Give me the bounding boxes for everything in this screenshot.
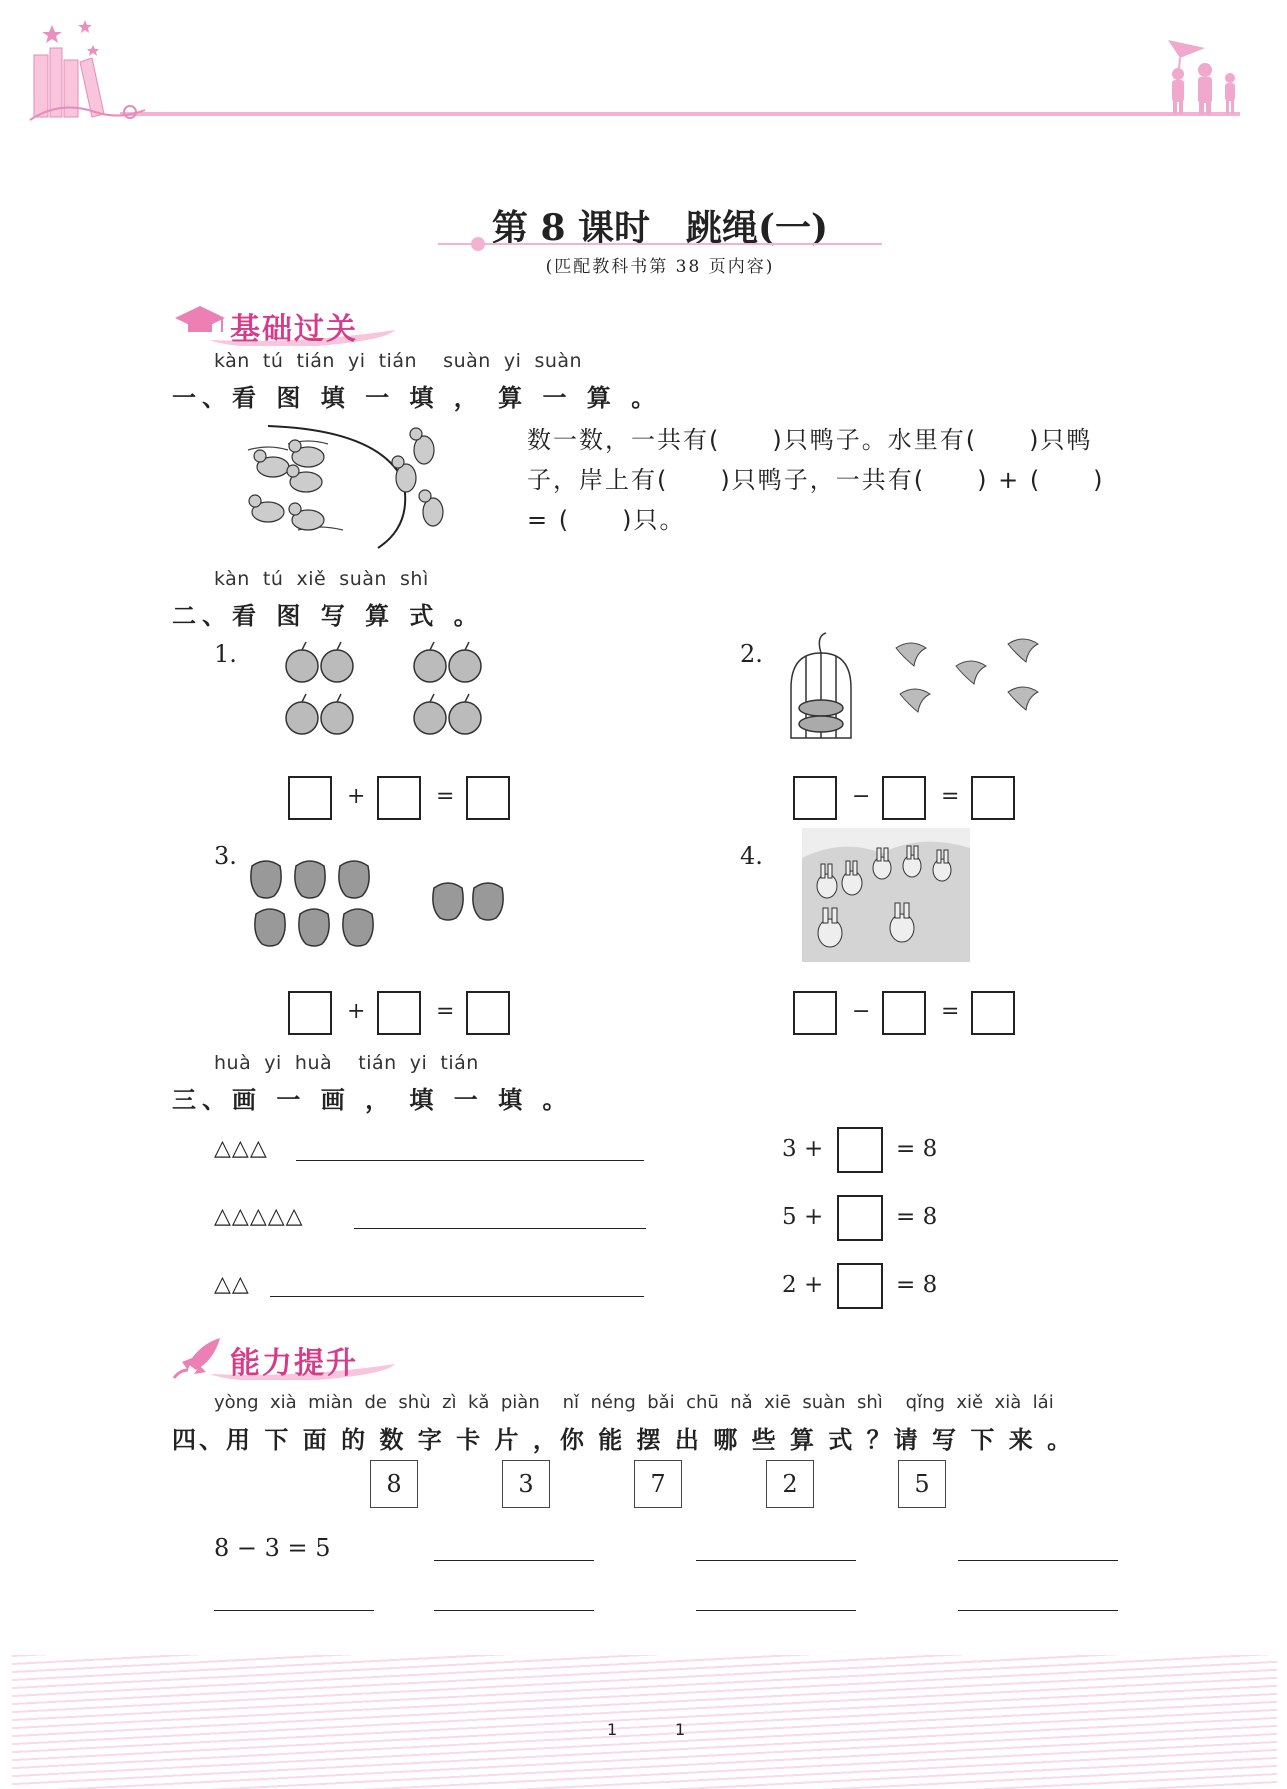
- q2-item2-op: −: [852, 784, 871, 809]
- q3-row2-rhs: = 8: [896, 1204, 938, 1230]
- q4-answer-line[interactable]: [214, 1610, 374, 1611]
- rocket-icon: [174, 1338, 220, 1378]
- page-title: 第 8 课时 跳绳(一): [491, 207, 829, 249]
- q2-item1-eq: =: [436, 784, 455, 809]
- q3-row3-triangles: △△: [214, 1272, 250, 1297]
- section-basic-tag: [170, 300, 400, 346]
- number-card: 3: [502, 1460, 550, 1508]
- graduation-cap-icon: [175, 306, 225, 332]
- q3-heading: 三、画 一 画 ， 填 一 填 。: [172, 1086, 573, 1114]
- ducks-image: [228, 420, 454, 550]
- q3-row1-box[interactable]: [837, 1127, 883, 1173]
- footer-band: [12, 1655, 1277, 1789]
- peppers-image: [246, 852, 516, 952]
- q4-answer-line[interactable]: [958, 1610, 1118, 1611]
- q2-pinyin: kàn tú xiě suàn shì: [214, 568, 429, 590]
- q1-text-line1: 数一数，一共有( )只鸭子。水里有( )只鸭: [527, 426, 1093, 454]
- q1-heading: 一、看 图 填 一 填 ， 算 一 算 。: [172, 384, 662, 412]
- q2-item1-box-b[interactable]: [377, 776, 421, 820]
- duck-icon: [249, 428, 443, 530]
- q3-row3-lhs: 2 +: [782, 1272, 824, 1298]
- q3-row1-rhs: = 8: [896, 1136, 938, 1162]
- apples-image: [282, 640, 497, 740]
- q4-answer-line[interactable]: [434, 1560, 594, 1561]
- family-kite-icon: [1168, 40, 1235, 115]
- q3-row1-line[interactable]: [296, 1160, 644, 1161]
- rabbits-image: [802, 828, 970, 962]
- header-decoration: [0, 0, 1287, 140]
- q4-answer-line[interactable]: [958, 1560, 1118, 1561]
- page-number-left: 1: [607, 1720, 618, 1739]
- q2-item4-eq: =: [941, 999, 960, 1024]
- number-card: 7: [634, 1460, 682, 1508]
- q3-row2-line[interactable]: [354, 1228, 646, 1229]
- q2-item3-op: +: [347, 999, 366, 1024]
- q4-answer-line[interactable]: [696, 1560, 856, 1561]
- pepper-icon: [251, 861, 503, 946]
- q2-item3-box-c[interactable]: [466, 991, 510, 1035]
- q2-item3-box-b[interactable]: [377, 991, 421, 1035]
- q3-row1-triangles: △△△: [214, 1136, 268, 1161]
- q2-item4-number: 4.: [740, 842, 763, 870]
- q2-item4-box-a[interactable]: [793, 991, 837, 1035]
- q2-item3-number: 3.: [214, 842, 237, 870]
- q2-item2-box-c[interactable]: [971, 776, 1015, 820]
- q2-item2-box-b[interactable]: [882, 776, 926, 820]
- q1-text-line2: 子，岸上有( )只鸭子，一共有( ) + ( ): [527, 466, 1105, 494]
- q2-item1-number: 1.: [214, 640, 237, 668]
- q3-row2-box[interactable]: [837, 1195, 883, 1241]
- section-basic-label: 基础过关: [230, 312, 358, 347]
- q4-example: 8 − 3 = 5: [214, 1534, 331, 1562]
- q3-row3-line[interactable]: [270, 1296, 644, 1297]
- number-card: 8: [370, 1460, 418, 1508]
- q1-text-line3: = ( )只。: [527, 506, 686, 534]
- q3-row3-rhs: = 8: [896, 1272, 938, 1298]
- page-number-right: 1: [675, 1720, 686, 1739]
- q4-answer-line[interactable]: [434, 1610, 594, 1611]
- birds-cage-image: [776, 628, 1056, 748]
- q3-row2-triangles: △△△△△: [214, 1204, 304, 1229]
- q4-pinyin: yòng xià miàn de shù zì kǎ piàn nǐ néng bǎi chū nǎ xiē suàn shì qǐng xiě xià lái: [214, 1392, 1054, 1413]
- q4-heading: 四、用 下 面 的 数 字 卡 片 ，你 能 摆 出 哪 些 算 式 ？请 写 下 来 。: [172, 1426, 1075, 1454]
- q3-pinyin: huà yi huà tián yi tián: [214, 1052, 479, 1074]
- section-advanced-tag: [170, 1334, 400, 1380]
- page-subtitle: (匹配教科书第 38 页内容): [545, 257, 775, 277]
- q2-item2-number: 2.: [740, 640, 763, 668]
- number-card: 2: [766, 1460, 814, 1508]
- section-advanced-label: 能力提升: [230, 1346, 358, 1381]
- apple-icon: [286, 650, 481, 734]
- q2-item2-box-a[interactable]: [793, 776, 837, 820]
- q2-item4-box-b[interactable]: [882, 991, 926, 1035]
- title-underline: [438, 236, 882, 252]
- q3-row2-lhs: 5 +: [782, 1204, 824, 1230]
- q2-item2-eq: =: [941, 784, 960, 809]
- q2-item3-eq: =: [436, 999, 455, 1024]
- q2-item4-box-c[interactable]: [971, 991, 1015, 1035]
- q3-row1-lhs: 3 +: [782, 1136, 824, 1162]
- q2-heading: 二、看 图 写 算 式 。: [172, 602, 484, 630]
- q2-item1-box-a[interactable]: [288, 776, 332, 820]
- q2-item1-op: +: [347, 784, 366, 809]
- bird-icon: [896, 639, 1038, 712]
- q4-answer-line[interactable]: [696, 1610, 856, 1611]
- q3-row3-box[interactable]: [837, 1263, 883, 1309]
- number-card: 5: [898, 1460, 946, 1508]
- q2-item1-box-c[interactable]: [466, 776, 510, 820]
- birdcage-icon: [791, 633, 851, 738]
- q1-pinyin: kàn tú tián yi tián suàn yi suàn: [214, 350, 583, 372]
- q2-item3-box-a[interactable]: [288, 991, 332, 1035]
- q2-item4-op: −: [852, 999, 871, 1024]
